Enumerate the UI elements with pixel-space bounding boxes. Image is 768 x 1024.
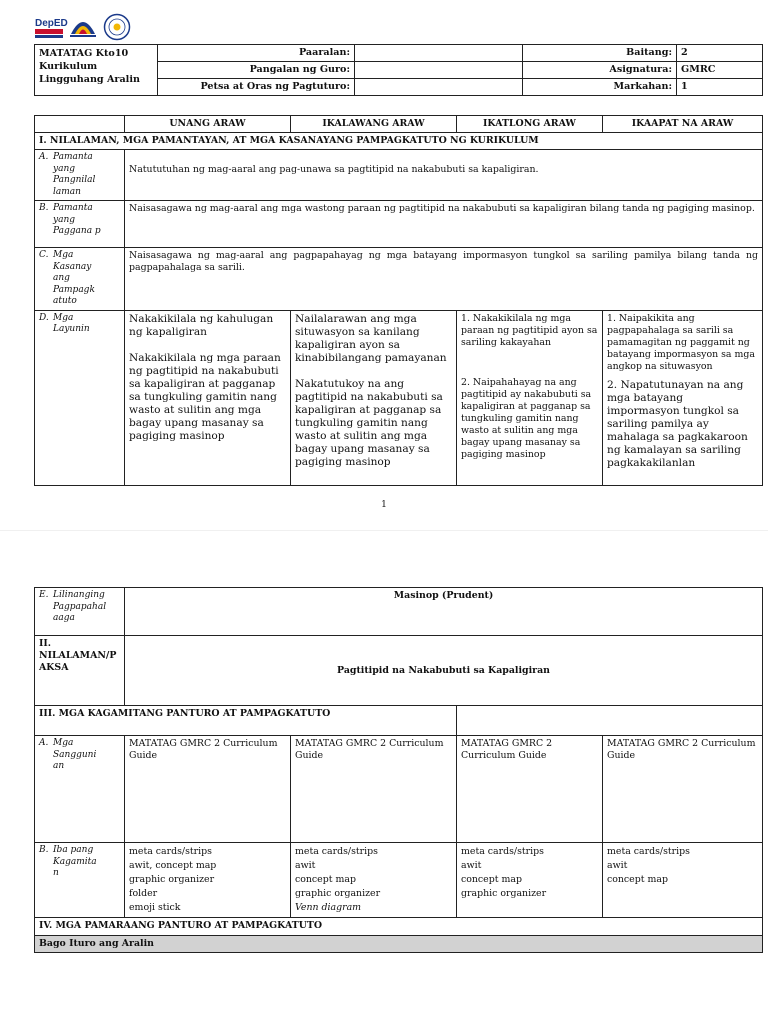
kagamitan-label: B. Iba pang Kagamita n (35, 843, 125, 918)
layunin-day4: 1. Naipakikita ang pagpapahalaga sa sarili sa pamamagitan ng paggamit ng batayang impormasyon sa mga angkop na situwasyon 2. Napatutunayan na ang mga batayang impormasyon tungkol sa sariling pamilya ay mahalaga sa pagkakaroon ng kamalayan sa sariling pagkakakilanlan (603, 310, 763, 485)
kagamitan-day1: meta cards/strips awit, concept map graphic organizer folder emoji stick (125, 843, 291, 918)
paaralan-field[interactable] (355, 45, 523, 62)
sanggunian-label: A. Mga Sangguni an (35, 736, 125, 843)
nilalaman-label: II. NILALAMAN/P AKSA (35, 636, 125, 706)
kagamitan-day3: meta cards/strips awit concept map graphic organizer (457, 843, 603, 918)
deped-logo (34, 13, 68, 41)
guro-field[interactable] (355, 62, 523, 79)
markahan-label: Markahan: (523, 79, 677, 96)
matatag-logo (68, 13, 98, 41)
asignatura-label: Asignatura: (523, 62, 677, 79)
mga-kasanayang-pampagkatuto: Naisasagawa ng mag-aaral ang pagpapahayag ng mga batayang impormasyon tungkol sa sariling pamilya bilang tanda ng pagpapahalaga sa sarili. (125, 248, 763, 311)
layunin-day3: 1. Nakakikilala ng mga paraan ng pagtitipid ayon sa sariling kakayahan 2. Naipahahayag na ang pagtitipid ay nakabubuti sa kapaligiran at pagganap sa tungkuling gamitin nang wasto at sulitin ang mga bagay upang masanay sa pagiging masinop (457, 310, 603, 485)
section1-table (34, 115, 763, 486)
row-e-label: E. Lilinanging Pagpapahal aaga (35, 588, 125, 636)
header-logos (34, 12, 132, 42)
row-c-label: C. Mga Kasanay ang Pampagk atuto (35, 248, 125, 311)
sanggunian-day2: MATATAG GMRC 2 Curriculum Guide (291, 736, 457, 843)
baitang-label: Baitang: (523, 45, 677, 62)
row-d-label: D. Mga Layunin (35, 310, 125, 485)
header-table (34, 44, 763, 96)
paaralan-label: Paaralan: (158, 45, 355, 62)
section3-title: III. MGA KAGAMITANG PANTURO AT PAMPAGKATUTO (35, 706, 457, 736)
deped-seal (102, 13, 132, 41)
section4-title: IV. MGA PAMARAANG PANTURO AT PAMPAGKATUTO (35, 918, 763, 936)
paksa-value: Pagtitipid na Nakabubuti sa Kapaligiran (125, 636, 763, 706)
asignatura-value: GMRC (677, 62, 763, 79)
row-a-label: A. Pamanta yang Pangnilal laman (35, 150, 125, 201)
markahan-value: 1 (677, 79, 763, 96)
petsa-field[interactable] (355, 79, 523, 96)
curriculum-label: MATATAG Kto10 Kurikulum Lingguhang Aralin (35, 45, 158, 96)
kagamitan-day2: meta cards/strips awit concept map graphic organizer Venn diagram (291, 843, 457, 918)
svg-text:DepED: DepED (35, 18, 68, 29)
bago-ituro-row: Bago Ituro ang Aralin (35, 936, 763, 953)
page-number: 1 (381, 500, 387, 510)
day3-header: IKATLONG ARAW (457, 116, 603, 133)
guro-label: Pangalan ng Guro: (158, 62, 355, 79)
pagpapahalaga-value: Masinop (Prudent) (125, 588, 763, 636)
kagamitan-day4: meta cards/strips awit concept map (603, 843, 763, 918)
day2-header: IKALAWANG ARAW (291, 116, 457, 133)
section1-title: I. NILALAMAN, MGA PAMANTAYAN, AT MGA KASANAYANG PAMPAGKATUTO NG KURIKULUM (35, 133, 763, 150)
day4-header: IKAAPAT NA ARAW (603, 116, 763, 133)
section2-table (34, 587, 763, 953)
sanggunian-day3: MATATAG GMRC 2 Curriculum Guide (457, 736, 603, 843)
pamantayang-pagganap: Naisasagawa ng mag-aaral ang mga wastong paraan ng pagtitipid na nakabubuti sa kapaligiran bilang tanda ng pagiging masinop. (125, 201, 763, 248)
sanggunian-day1: MATATAG GMRC 2 Curriculum Guide (125, 736, 291, 843)
petsa-label: Petsa at Oras ng Pagtuturo: (158, 79, 355, 96)
layunin-day1: Nakakikilala ng kahulugan ng kapaligiran Nakakikilala ng mga paraan ng pagtitipid na nakabubuti sa kapaligiran at pagganap sa tungkuling gamitin nang wasto at sulitin ang mga bagay upang masanay sa pagiging masinop (125, 310, 291, 485)
sanggunian-day4: MATATAG GMRC 2 Curriculum Guide (603, 736, 763, 843)
day1-header: UNANG ARAW (125, 116, 291, 133)
page-divider (0, 530, 768, 531)
row-b-label: B. Pamanta yang Paggana p (35, 201, 125, 248)
pamantayang-pangnilalaman: Natututuhan ng mag-aaral ang pag-unawa sa pagtitipid na nakabubuti sa kapaligiran. (125, 150, 763, 201)
baitang-value: 2 (677, 45, 763, 62)
layunin-day2: Nailalarawan ang mga situwasyon sa kanilang kapaligiran ayon sa kinabibilangang pamayanan Nakatutukoy na ang pagtitipid na nakabubuti sa kapaligiran at pagganap sa tungkuling gamitin nang wasto at sulitin ang mga bagay upang masanay sa pagiging masinop (291, 310, 457, 485)
